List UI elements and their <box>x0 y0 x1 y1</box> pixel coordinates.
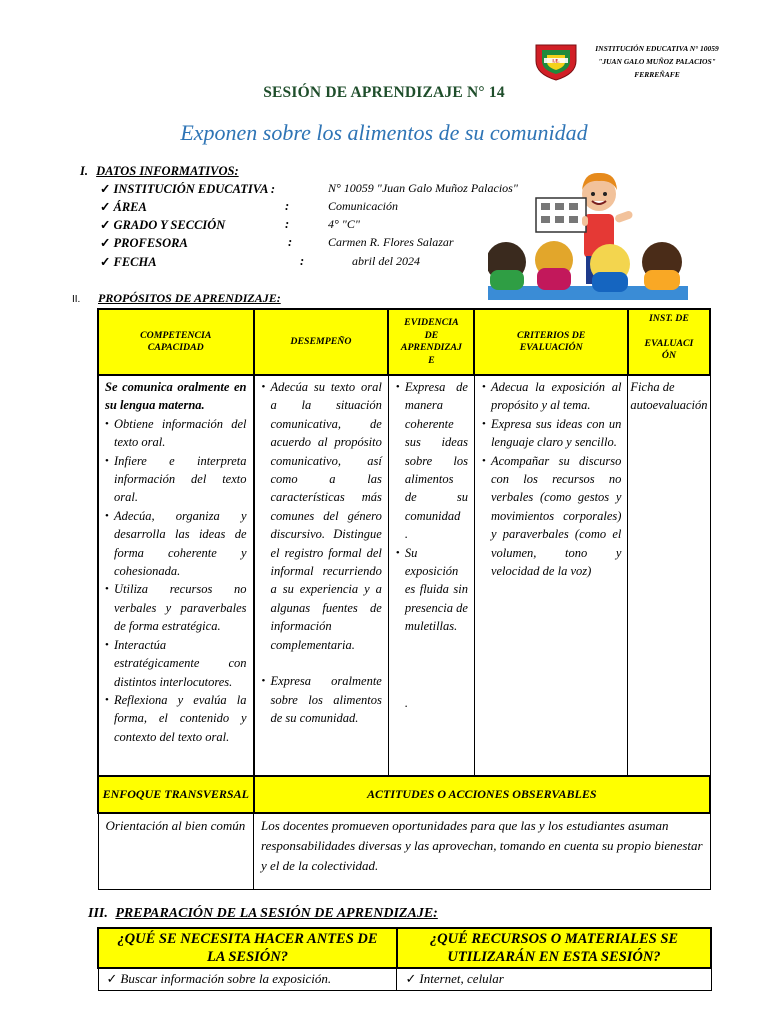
header-actitudes: ACTITUDES O ACCIONES OBSERVABLES <box>254 776 711 813</box>
header-recursos: ¿QUÉ RECURSOS O MATERIALES SE UTILIZARÁN EN ESTA SESIÓN? <box>397 928 711 968</box>
recursos-cell <box>397 968 711 990</box>
antes-sesion-item: Buscar información sobre la exposición. <box>120 971 332 987</box>
section-title: PROPÓSITOS DE APRENDIZAJE: <box>98 291 281 305</box>
section-preparacion-heading <box>88 906 438 922</box>
header-desempeno: DESEMPEÑO <box>254 309 389 375</box>
header-line: EVALUACI <box>644 337 694 349</box>
desempeno-item: • Expresa oralmente sobre los alimentos de su comunidad. <box>262 672 382 727</box>
propositos-table <box>97 308 711 890</box>
evidencia-dot: . <box>404 695 408 710</box>
enfoque-header-row <box>98 776 710 813</box>
info-label: ÁREA <box>113 200 147 214</box>
criterio-item: • Acompañar su discurso con los recursos no verbales (como gestos y movimientos corporales) y paraverbales (como el volumen, tono y velocidad de la voz) <box>482 452 621 581</box>
info-label: PROFESORA <box>113 236 188 250</box>
svg-text:I.E.: I.E. <box>552 58 560 64</box>
evidencia-item: • Expresa de manera coherente sus ideas sobre los alimentos de su comunidad <box>396 378 468 525</box>
session-subtitle: Exponen sobre los alimentos de su comunidad <box>180 120 588 145</box>
evidencia-cell <box>388 375 474 776</box>
check-icon: ✓ <box>106 971 118 987</box>
info-colon: : <box>285 199 290 213</box>
check-icon: ✓ <box>100 182 111 196</box>
section-number: III. <box>88 906 108 921</box>
header-competencia <box>98 309 254 375</box>
section-number: I. <box>80 164 88 178</box>
institution-line: "JUAN GALO MUÑOZ PALACIOS" <box>598 57 716 66</box>
header-antes-sesion: ¿QUÉ SE NECESITA HACER ANTES DE LA SESIÓN? <box>98 928 397 968</box>
teacher-presenting-illustration <box>488 158 688 300</box>
evidencia-dot: . <box>404 527 408 542</box>
section-number: II. <box>72 294 81 305</box>
competencia-title: Se comunica oralmente en su lengua materna. <box>105 380 247 413</box>
evidencia-item: • Su exposición es fluida sin presencia de muletillas. <box>396 544 468 636</box>
criterios-cell <box>474 375 627 776</box>
table-header-row <box>98 309 710 375</box>
header-line: INST. DE <box>648 313 689 324</box>
check-icon: ✓ <box>100 255 111 269</box>
check-icon: ✓ <box>100 200 111 214</box>
header-line: CRITERIOS DE <box>517 329 586 341</box>
header-criterios <box>474 309 627 375</box>
preparacion-row <box>98 968 711 990</box>
instrumento-cell <box>628 375 710 776</box>
header-spacer <box>629 326 709 338</box>
header-instrumento <box>628 309 710 375</box>
antes-sesion-cell <box>98 968 397 990</box>
section-title: DATOS INFORMATIVOS: <box>96 164 239 178</box>
info-colon: : <box>288 235 293 249</box>
criterio-item: • Adecua la exposición al propósito y al tema. <box>482 378 621 415</box>
check-icon: ✓ <box>100 218 111 232</box>
capacidad-item: • Infiere e interpreta información del texto oral. <box>105 452 247 507</box>
header-line: DE <box>424 329 439 341</box>
criterio-item: • Expresa sus ideas con un lenguaje claro y sencillo. <box>482 415 621 452</box>
instrumento-value: Ficha de autoevaluación <box>630 380 708 413</box>
info-value: Carmen R. Flores Salazar <box>328 235 454 249</box>
recursos-item: Internet, celular <box>419 971 504 987</box>
info-value: abril del 2024 <box>352 254 420 268</box>
section-title: PREPARACIÓN DE LA SESIÓN DE APRENDIZAJE: <box>115 906 438 921</box>
header-line: COMPETENCIA <box>140 329 212 341</box>
section-propositos-heading <box>72 291 281 306</box>
info-value: N° 10059 "Juan Galo Muñoz Palacios" <box>328 181 518 195</box>
header-line: CAPACIDAD <box>147 342 204 353</box>
capacidad-item: • Reflexiona y evalúa la forma, el contenido y contexto del texto oral. <box>105 691 247 746</box>
header-line: APRENDIZAJ <box>400 342 462 353</box>
info-value: 4° "C" <box>328 217 360 231</box>
actitudes-value: Los docentes promueven oportunidades para que las y los estudiantes asuman responsabilidades diversas y las aprovechan, tomando en cuenta su propio bienestar y el de la colectividad. <box>261 818 703 873</box>
session-title: SESIÓN DE APRENDIZAJE N° 14 <box>263 84 505 101</box>
check-icon: ✓ <box>100 236 111 250</box>
check-icon: ✓ <box>405 971 417 987</box>
actitudes-cell <box>254 813 711 889</box>
preparacion-table <box>97 927 712 991</box>
institution-line: INSTITUCIÓN EDUCATIVA N° 10059 <box>595 44 719 53</box>
header-line: EVIDENCIA <box>404 317 459 328</box>
capacidad-item: • Utiliza recursos no verbales y paraverbales de forma estratégica. <box>105 580 247 635</box>
info-colon: : <box>285 217 290 231</box>
header-line: E <box>428 354 435 366</box>
capacidad-item: • Adecúa, organiza y desarrolla las ideas de forma coherente y cohesionada. <box>105 507 247 581</box>
info-colon: : <box>300 254 305 268</box>
preparacion-header-row <box>98 928 711 968</box>
institution-block <box>572 42 742 81</box>
enfoque-cell <box>98 813 254 889</box>
desempeno-item: • Adecúa su texto oral a la situación comunicativa, de acuerdo al propósito comunicativo, así como a las características más comunes del género discursivo. Distingue el registro formal del informal recurriendo a su experiencia y a algunas fuentes de información complementaria. <box>262 378 382 654</box>
info-label: GRADO Y SECCIÓN <box>113 218 226 232</box>
competencia-cell <box>98 375 254 776</box>
header-evidencia <box>388 309 474 375</box>
info-value: Comunicación <box>328 199 398 213</box>
enfoque-content-row <box>98 813 710 889</box>
capacidad-item: • Obtiene información del texto oral. <box>105 415 247 452</box>
info-label: INSTITUCIÓN EDUCATIVA : <box>113 182 276 196</box>
header-enfoque: ENFOQUE TRANSVERSAL <box>98 776 254 813</box>
capacidad-item: • Interactúa estratégicamente con distintos interlocutores. <box>105 636 247 691</box>
info-label: FECHA <box>113 255 157 269</box>
header-line: ÓN <box>661 350 677 361</box>
enfoque-value: Orientación al bien común <box>105 818 246 833</box>
section-datos-heading <box>80 164 239 179</box>
table-content-row <box>98 375 710 776</box>
desempeno-cell <box>254 375 389 776</box>
header-line: EVALUACIÓN <box>519 342 583 353</box>
institution-line: FERREÑAFE <box>634 70 680 79</box>
